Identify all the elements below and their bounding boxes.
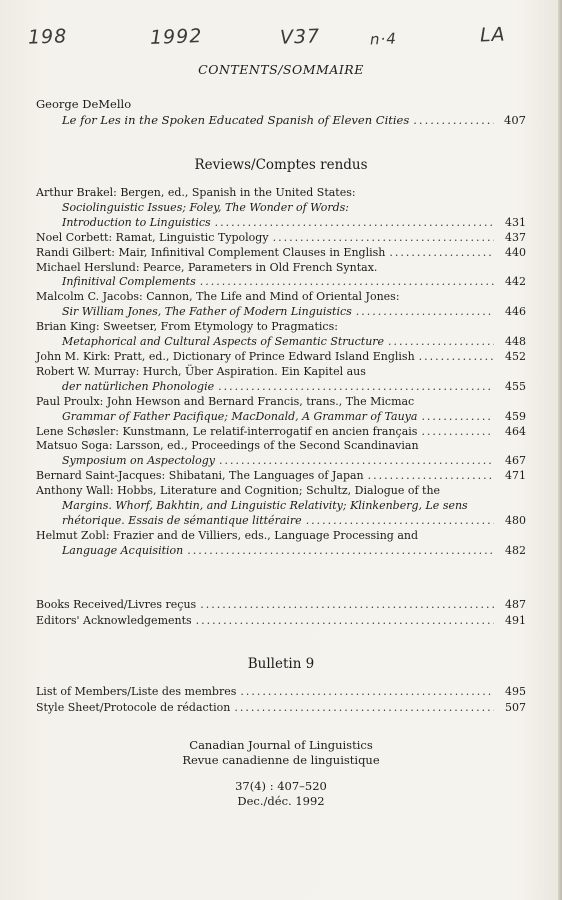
- page-number: 471: [505, 469, 526, 483]
- lead-author: George DeMello: [36, 97, 132, 111]
- page-number: 507: [505, 700, 526, 714]
- leader-dots: [419, 350, 494, 365]
- bulletin-list: [36, 684, 526, 715]
- entry-text: Style Sheet/Protocole de rédaction: [36, 700, 231, 714]
- entry-text: Symposium on Aspectology: [62, 454, 215, 468]
- review-line: Anthony Wall: Hobbs, Literature and Cognition; Schultz, Dialogue of the: [36, 484, 441, 498]
- review-line: Sociolinguistic Issues; Foley, The Wonder of Words:: [62, 200, 349, 214]
- review-line: Brian King: Sweetser, From Etymology to Pragmatics:: [36, 320, 338, 334]
- toc-entry: [36, 246, 526, 261]
- leader-dots: [306, 514, 494, 529]
- review-entry: [36, 484, 526, 529]
- entry-text: List of Members/Liste des membres: [36, 685, 237, 698]
- reviews-heading: Reviews/Comptes rendus: [194, 157, 368, 173]
- toc-entry: [36, 335, 526, 350]
- leader-dots: [368, 469, 494, 484]
- toc-entry: [36, 454, 526, 469]
- page-number: 442: [505, 275, 526, 289]
- entry-text: Infinitival Complements: [62, 275, 196, 289]
- toc-entry: [36, 684, 526, 700]
- page-number: 482: [505, 543, 526, 557]
- leader-dots: [273, 231, 494, 246]
- page-title: CONTENTS/SOMMAIRE: [198, 62, 364, 77]
- entry-text: Bernard Saint-Jacques: Shibatani, The Languages of Japan: [36, 469, 364, 483]
- leader-dots: [196, 613, 494, 629]
- misc-list: [36, 597, 526, 628]
- entry-text: Sir William Jones, The Father of Modern Linguistics: [62, 305, 352, 319]
- review-entry: [36, 320, 526, 350]
- page-number: 446: [505, 305, 526, 319]
- review-entry: [36, 290, 526, 320]
- entry-text: der natürlichen Phonologie: [62, 379, 215, 393]
- page-number: 452: [505, 349, 526, 363]
- toc-entry: [36, 410, 526, 425]
- entry-text: John M. Kirk: Pratt, ed., Dictionary of Prince Edward Island English: [36, 349, 415, 363]
- leader-dots: [421, 425, 494, 440]
- review-line: Michael Herslund: Pearce, Parameters in Old French Syntax.: [36, 260, 378, 274]
- review-line: Arthur Brakel: Bergen, ed., Spanish in the United States:: [36, 186, 356, 199]
- page-number: 495: [505, 685, 526, 698]
- toc-entry: [36, 700, 526, 716]
- page-number: 487: [505, 598, 526, 611]
- review-line: Margins. Whorf, Bakhtin, and Linguistic Relativity; Klinkenberg, Le sens: [62, 499, 468, 513]
- toc-entry: [36, 305, 526, 320]
- page-number: 480: [505, 513, 526, 527]
- handwritten-note: LA: [479, 23, 506, 47]
- toc-entry: [36, 514, 526, 529]
- review-line: Robert W. Murray: Hurch, Über Aspiration. Ein Kapitel aus: [36, 364, 366, 378]
- review-entry: [36, 425, 526, 440]
- toc-entry: [36, 469, 526, 484]
- review-line: Helmut Zobl: Frazier and de Villiers, eds., Language Processing and: [36, 528, 418, 542]
- leader-dots: [356, 305, 494, 320]
- page-number: 459: [505, 409, 526, 423]
- toc-entry: [36, 231, 526, 246]
- entry-text: Metaphorical and Cultural Aspects of Semantic Structure: [62, 335, 385, 349]
- review-line: Matsuo Soga: Larsson, ed., Proceedings of the Second Scandinavian: [36, 439, 419, 453]
- toc-entry: [36, 544, 526, 559]
- leader-dots: [200, 597, 494, 613]
- lead-article: [36, 96, 526, 128]
- handwritten-note: 1992: [149, 25, 203, 49]
- leader-dots: [215, 216, 494, 231]
- page-number: 467: [505, 454, 526, 468]
- page-number: 491: [505, 613, 526, 627]
- toc-entry: [36, 613, 526, 629]
- review-line: Malcolm C. Jacobs: Cannon, The Life and Mind of Oriental Jones:: [36, 290, 400, 304]
- leader-dots: [187, 544, 494, 559]
- page-number: 440: [505, 245, 526, 259]
- leader-dots: [421, 410, 494, 425]
- review-entry: [36, 469, 526, 484]
- review-entry: [36, 261, 526, 291]
- journal-name-fr: Revue canadienne de linguistique: [182, 753, 380, 767]
- review-line: Paul Proulx: John Hewson and Bernard Francis, trans., The Micmac: [36, 394, 415, 408]
- toc-entry: [36, 597, 526, 613]
- page-number: 437: [505, 230, 526, 244]
- entry-text: Editors' Acknowledgements: [36, 613, 192, 627]
- lead-entry: [36, 112, 526, 128]
- toc-entry: [36, 380, 526, 395]
- toc-entry: [36, 350, 526, 365]
- entry-text: Randi Gilbert: Mair, Infinitival Complement Clauses in English: [36, 245, 386, 259]
- leader-dots: [219, 454, 494, 469]
- review-entry: [36, 365, 526, 395]
- journal-name-en: Canadian Journal of Linguistics: [189, 738, 373, 752]
- leader-dots: [200, 275, 494, 290]
- entry-text: Language Acquisition: [62, 543, 184, 557]
- review-entry: [36, 529, 526, 559]
- review-entry: [36, 246, 526, 261]
- review-entry: [36, 439, 526, 469]
- page-number: 431: [505, 215, 526, 229]
- reviews-list: [36, 186, 526, 559]
- handwritten-note: V37: [279, 25, 321, 49]
- entry-text: Noel Corbett: Ramat, Linguistic Typology: [36, 230, 269, 244]
- handwritten-note: n·4: [369, 29, 398, 49]
- leader-dots: [413, 112, 494, 128]
- review-entry: [36, 350, 526, 365]
- review-entry: [36, 231, 526, 246]
- toc-entry: [36, 216, 526, 231]
- leader-dots: [388, 335, 494, 350]
- volume-info: 37(4) : 407–520: [235, 779, 327, 793]
- leader-dots: [218, 380, 494, 395]
- entry-text: Grammar of Father Pacifique; MacDonald, A Grammar of Tauya: [62, 409, 418, 423]
- leader-dots: [389, 246, 494, 261]
- toc-entry: [36, 275, 526, 290]
- leader-dots: [234, 700, 494, 716]
- issue-date: Dec./déc. 1992: [237, 794, 325, 808]
- entry-text: rhétorique. Essais de sémantique littéraire: [62, 513, 302, 527]
- leader-dots: [240, 684, 494, 700]
- lead-title: Le for Les in the Spoken Educated Spanish of Eleven Cities: [62, 113, 410, 127]
- page-number: 407: [504, 113, 526, 127]
- entry-text: Lene Schøsler: Kunstmann, Le relatif-interrogatif en ancien français: [36, 424, 418, 438]
- entry-text: Introduction to Linguistics: [62, 215, 211, 229]
- page-number: 464: [505, 424, 526, 438]
- entry-text: Books Received/Livres reçus: [36, 598, 197, 611]
- review-entry: [36, 395, 526, 425]
- handwritten-note: 198: [27, 25, 68, 49]
- toc-entry: [36, 425, 526, 440]
- bulletin-heading: Bulletin 9: [247, 656, 315, 672]
- page-number: 448: [505, 335, 526, 349]
- review-entry: [36, 186, 526, 231]
- page-number: 455: [505, 379, 526, 393]
